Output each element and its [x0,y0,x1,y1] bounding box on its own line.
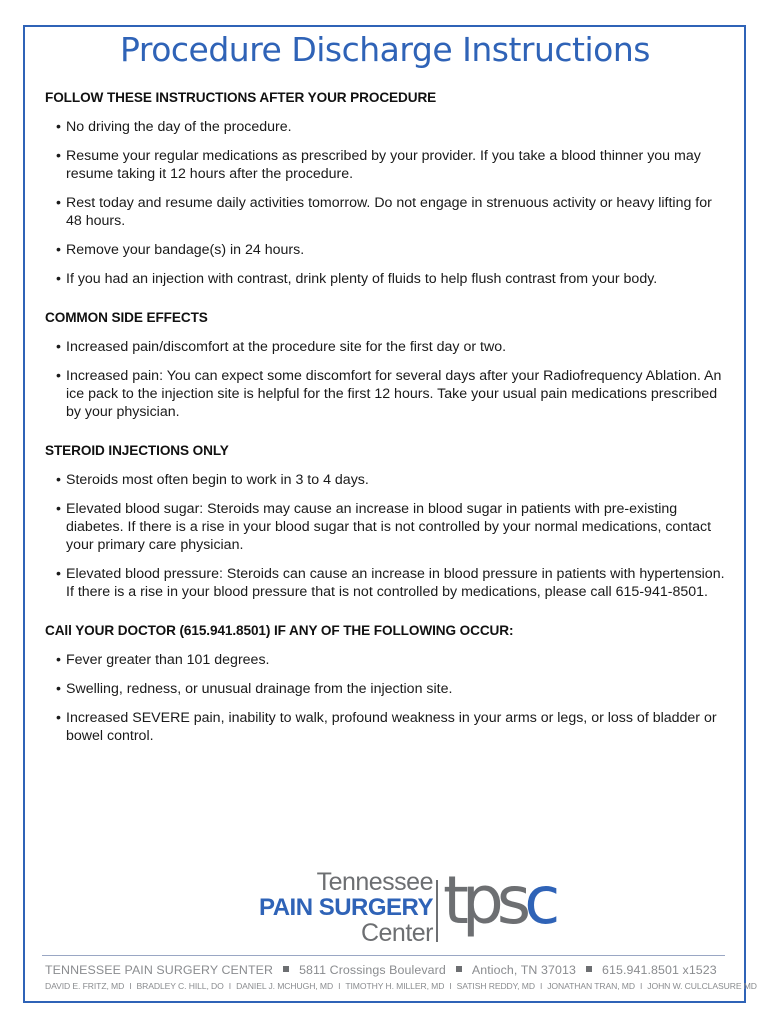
list-item: • Fever greater than 101 degrees. [45,651,725,669]
footer-contact [45,963,727,977]
doctor-separator: I [449,981,452,991]
list-item: • Remove your bandage(s) in 24 hours. [45,241,725,259]
tpsc-logo [233,862,554,947]
footer-phone: 615.941.8501 x1523 [601,963,717,977]
list-item: • Increased pain/discomfort at the procedure site for the first day or two. [45,338,725,356]
logo-monogram [443,862,553,939]
logo-line-pain-surgery: PAIN SURGERY [258,894,433,921]
logo-line-center: Center [360,919,433,947]
list-item: • Resume your regular medications as prescribed by your provider. If you take a blood thinner you may resume taking it 12 hours after the procedure. [45,147,725,183]
footer-doctors [45,981,757,991]
doctor-separator: I [639,981,643,991]
section-list [45,118,725,288]
list-item: • If you had an injection with contrast, drink plenty of fluids to help flush contrast from your body. [45,270,725,288]
footer-city: Antioch, TN 37013 [471,963,576,977]
footer-address: 5811 Crossings Boulevard [299,963,446,977]
list-item: • Rest today and resume daily activities tomorrow. Do not engage in strenuous activity or heavy lifting for 48 hours. [45,194,725,230]
section-heading: STEROID INJECTIONS ONLY [45,443,229,458]
doctor-name: BRADLEY C. HILL, DO [136,981,224,991]
doctor-name: DAVID E. FRITZ, MD [45,981,125,991]
list-item: • Elevated blood pressure: Steroids can cause an increase in blood pressure in patients with hypertension. If there is a rise in your blood pressure that is not controlled by medications, please call 615-941-8501. [45,565,725,601]
list-item: • Swelling, redness, or unusual drainage from the injection site. [45,680,725,698]
instructions-content [45,90,725,745]
doctor-name: TIMOTHY H. MILLER, MD [345,981,445,991]
logo-divider [436,880,438,942]
square-bullet-icon [586,966,592,972]
section-list [45,471,725,601]
page-title: Procedure Discharge Instructions [120,30,650,69]
doctor-name: SATISH REDDY, MD [456,981,535,991]
logo-monogram-main: tps [443,862,525,939]
doctor-separator: I [338,981,341,991]
section-heading: COMMON SIDE EFFECTS [45,310,208,325]
doctor-name: DANIEL J. MCHUGH, MD [236,981,334,991]
square-bullet-icon [456,966,462,972]
section-heading: CAll YOUR DOCTOR (615.941.8501) IF ANY OF THE FOLLOWING OCCUR: [45,623,514,638]
footer-center-name: TENNESSEE PAIN SURGERY CENTER [45,963,274,977]
section-list [45,338,725,421]
logo-line-tennessee: Tennessee [316,868,433,896]
doctor-separator: I [539,981,543,991]
logo-wordmark [233,870,433,945]
list-item: • Elevated blood sugar: Steroids may cause an increase in blood sugar in patients with pre-existing diabetes. If there is a rise in your blood sugar that is not controlled by your normal medications, contact your primary care physician. [45,500,725,554]
list-item: • Increased pain: You can expect some discomfort for several days after your Radiofrequency Ablation. An ice pack to the injection site is helpful for the first 12 hours. Take your usual pain medications prescribed by your physician. [45,367,725,421]
doctor-separator: I [228,981,232,991]
section-list [45,651,725,745]
list-item: • Increased SEVERE pain, inability to walk, profound weakness in your arms or legs, or loss of bladder or bowel control. [45,709,725,745]
footer-divider [42,955,725,956]
square-bullet-icon [283,966,289,972]
section-heading: FOLLOW THESE INSTRUCTIONS AFTER YOUR PROCEDURE [45,90,437,105]
logo-monogram-accent: c [524,862,554,939]
list-item: • Steroids most often begin to work in 3 to 4 days. [45,471,725,489]
doctor-name: JONATHAN TRAN, MD [547,981,635,991]
doctor-name: JOHN W. CULCLASURE MD [647,981,757,991]
list-item: • No driving the day of the procedure. [45,118,725,136]
doctor-separator: I [129,981,132,991]
